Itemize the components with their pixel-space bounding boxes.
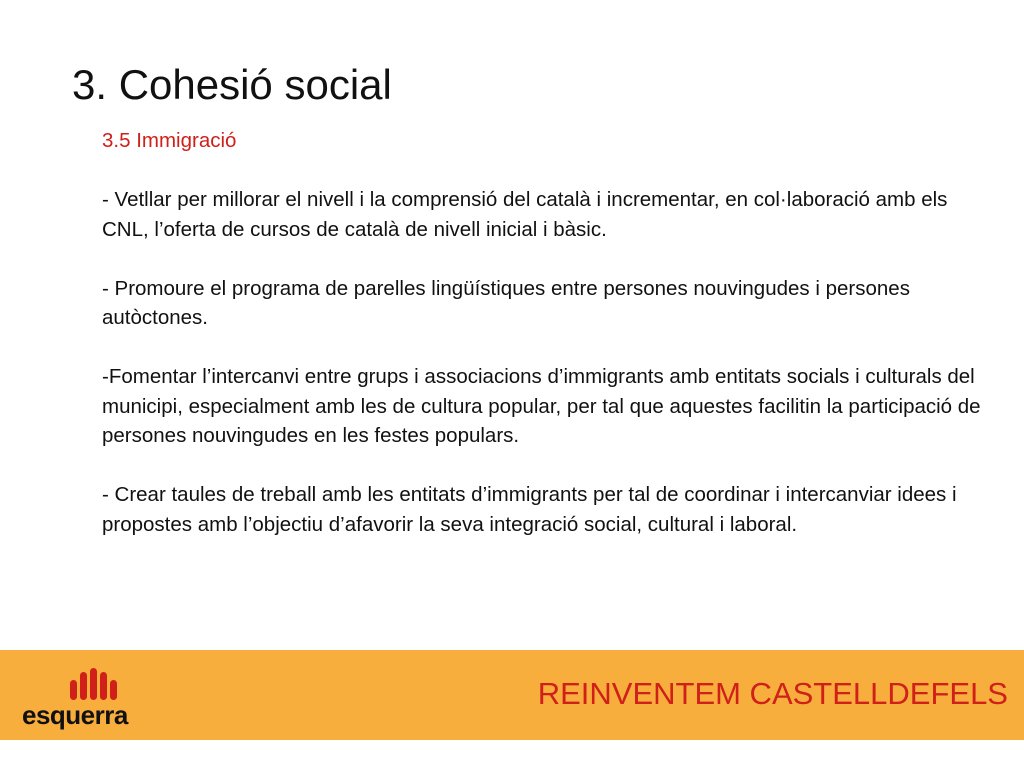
paragraph-association-exchange: -Fomentar l’intercanvi entre grups i associacions d’immigrants amb entitats socials i culturals del municipi, especialment amb les de cultura popular, per tal que aquestes facilitin la participació de persones nouvingudes en les festes populars. <box>102 365 981 447</box>
paragraph-language-pairs: - Promoure el programa de parelles lingüístiques entre persones nouvingudes i persones autòctones. <box>102 276 910 329</box>
section-subtitle: 3.5 Immigració <box>102 129 237 152</box>
paragraph-catalan-courses: - Vetllar per millorar el nivell i la comprensió del català i incrementar, en col·laboració amb els CNL, l’oferta de cursos de català de nivell inicial i bàsic. <box>102 188 948 241</box>
logo-text: esquerra <box>22 700 128 730</box>
footer-bar <box>0 650 1024 740</box>
slide-title: 3. Cohesió social <box>72 61 392 108</box>
esquerra-logo <box>22 666 152 732</box>
footer-slogan: REINVENTEM CASTELLDEFELS <box>537 676 1008 711</box>
paragraph-work-tables: - Crear taules de treball amb les entitats d’immigrants per tal de coordinar i intercanviar idees i propostes amb l’objectiu d’afavorir la seva integració social, cultural i laboral. <box>102 483 957 536</box>
esquerra-logo-icon <box>22 666 152 702</box>
slide-content <box>102 126 982 539</box>
